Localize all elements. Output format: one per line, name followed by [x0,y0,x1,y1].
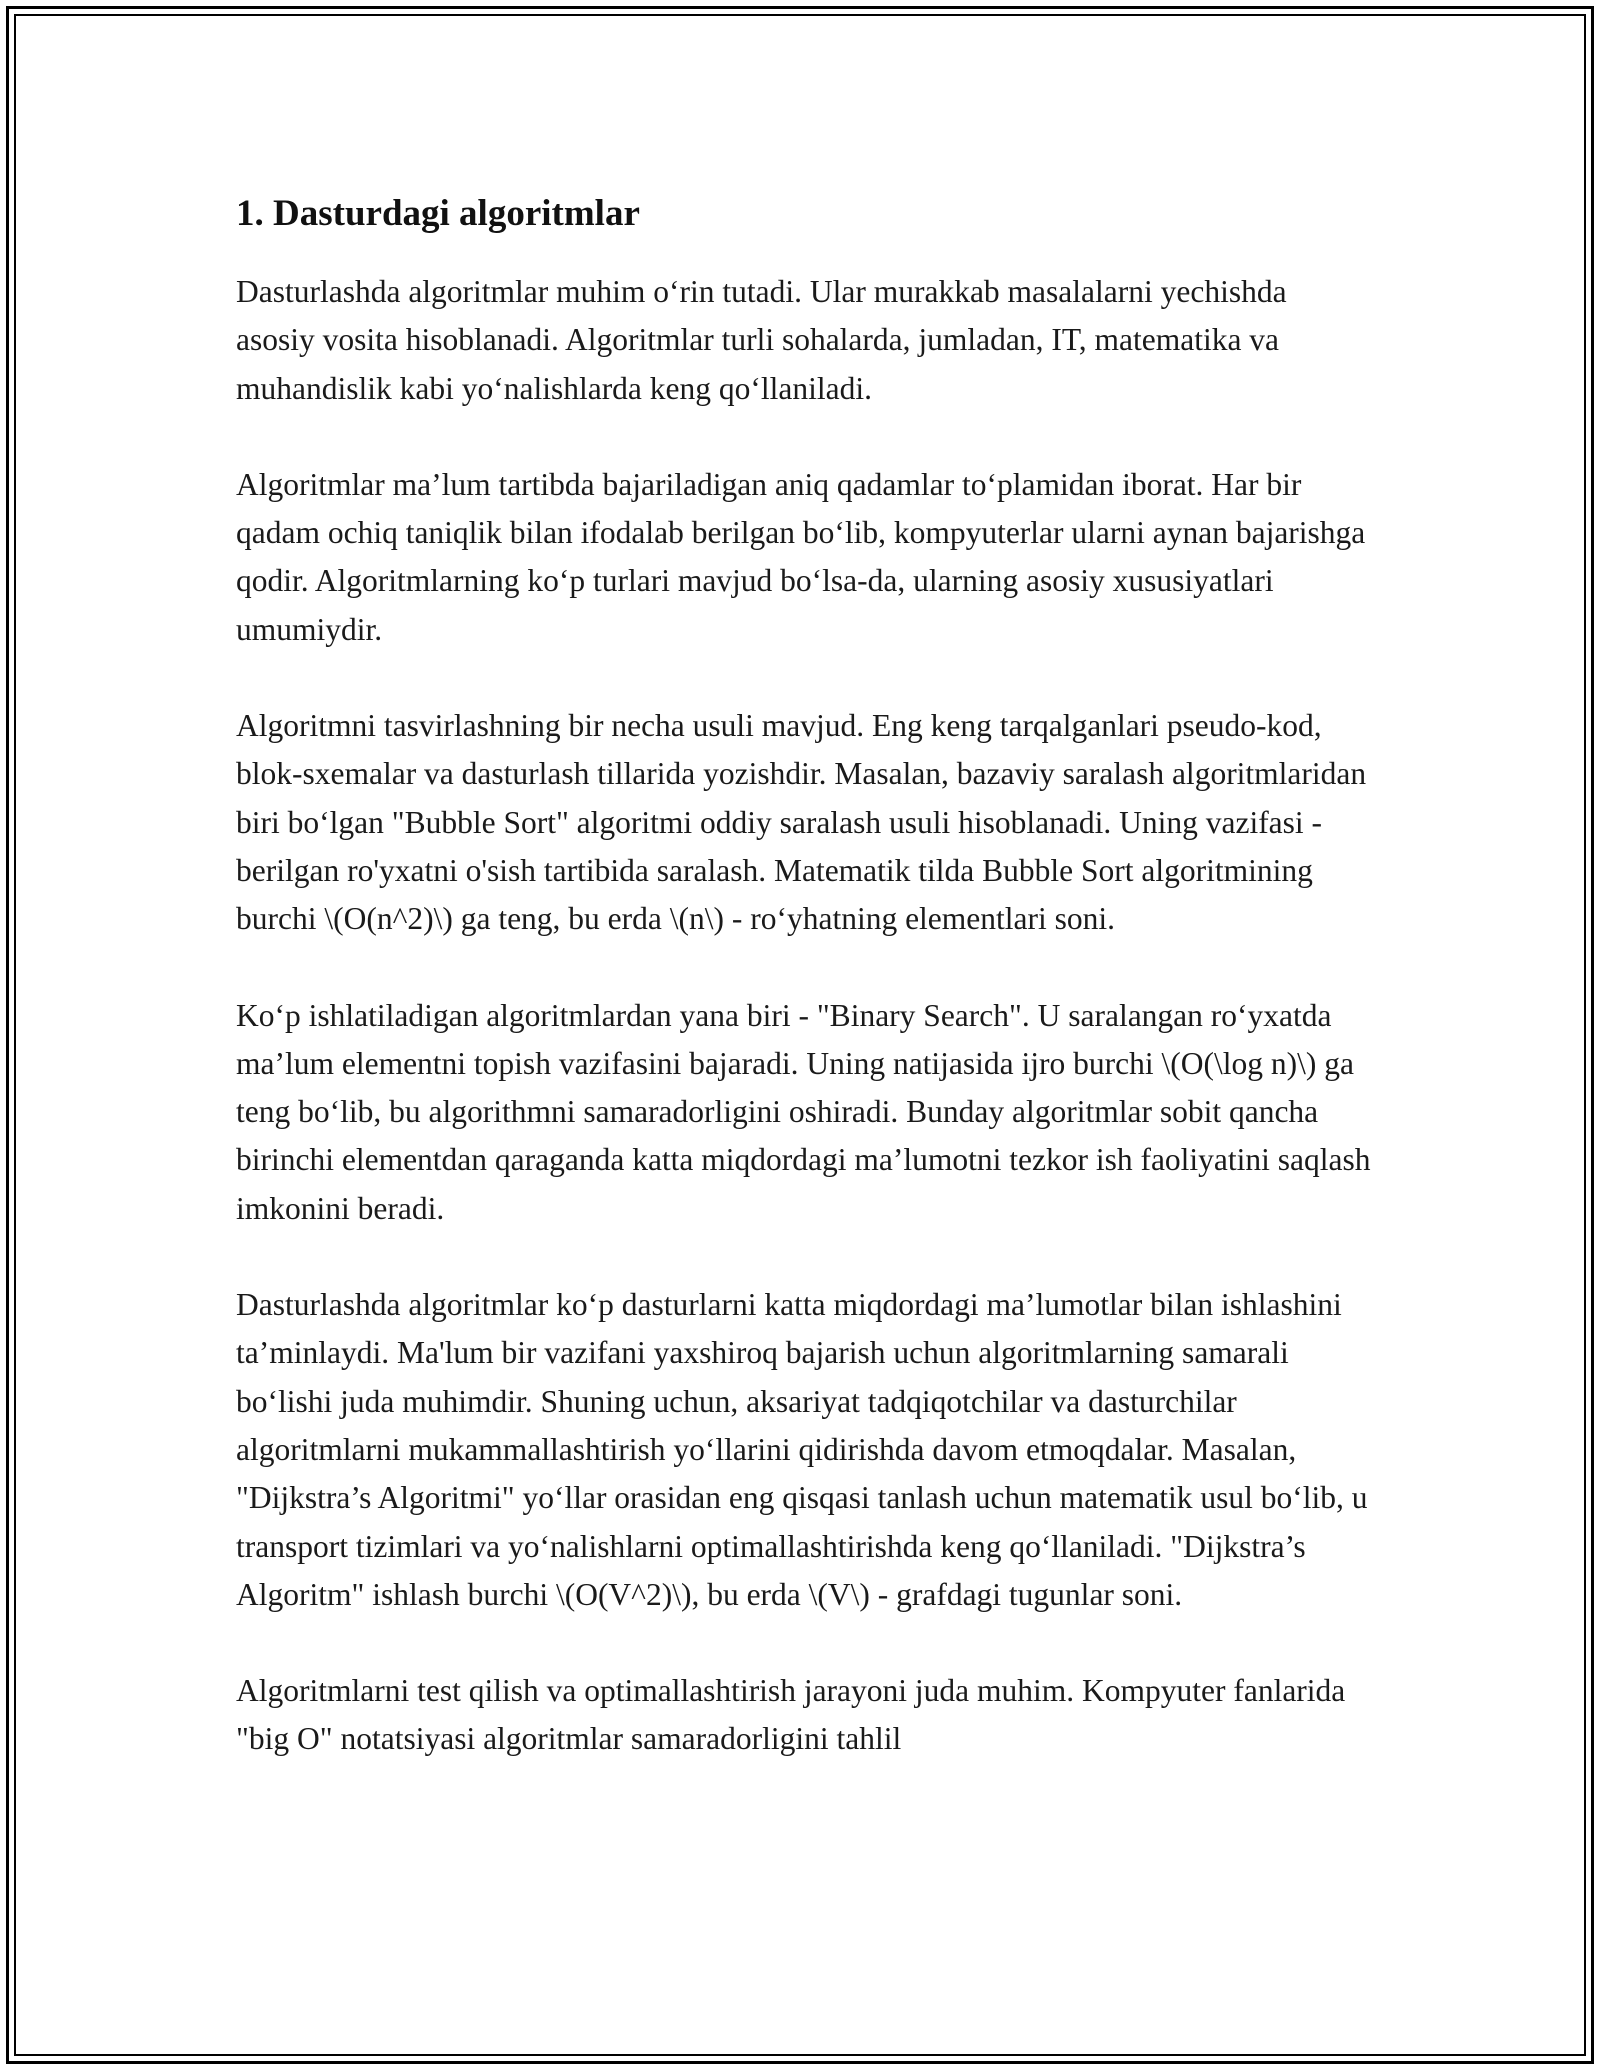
paragraph-5: Dasturlashda algoritmlar ko‘p dasturlarni katta miqdordagi ma’lumotlar bilan ishlashini ta’minlaydi. Ma'lum bir vazifani yaxshiroq bajarish uchun algoritmlarning samarali bo‘lishi juda muhimdir. Shuning uchun, aksariyat tadqiqotchilar va dasturchilar algoritmlarni mukammallashtirish yo‘llarini qidirishda davom etmoqdalar. Masalan, "Dijkstra’s Algoritmi" yo‘llar orasidan eng qisqasi tanlash uchun matematik usul bo‘lib, u transport tizimlari va yo‘nalishlarni optimallashtirishda keng qo‘llaniladi. "Dijkstra’s Algoritm" ishlash burchi \(O(V^2)\), bu erda \(V\) - grafdagi tugunlar soni. [236,1287,1368,1612]
section-heading: 1. Dasturdagi algoritmlar [236,193,640,234]
document-body [236,190,1371,1764]
paragraph-6: Algoritmlarni test qilish va optimallashtirish jarayoni juda muhim. Kompyuter fanlarida "big O" notatsiyasi algoritmlar samaradorligini tahlil [236,1673,1346,1757]
paragraph-2: Algoritmlar ma’lum tartibda bajariladigan aniq qadamlar to‘plamidan iborat. Har bir qadam ochiq taniqlik bilan ifodalab berilgan bo‘lib, kompyuterlar ularni aynan bajarishga qodir. Algoritmlarning ko‘p turlari mavjud bo‘lsa-da, ularning asosiy xususiyatlari umumiydir. [236,466,1366,647]
paragraph-4: Ko‘p ishlatiladigan algoritmlardan yana biri - "Binary Search". U saralangan ro‘yxatda ma’lum elementni topish vazifasini bajaradi. Uning natijasida ijro burchi \(O(\log n)\) ga teng bo‘lib, bu algorithmni samaradorligini oshiradi. Bunday algoritmlar sobit qancha birinchi elementdan qaraganda katta miqdordagi ma’lumotni tezkor ish faoliyatini saqlash imkonini beradi. [236,997,1371,1226]
paragraph-3: Algoritmni tasvirlashning bir necha usuli mavjud. Eng keng tarqalganlari pseudo-kod, blok-sxemalar va dasturlash tillarida yozishdir. Masalan, bazaviy saralash algoritmlaridan biri bo‘lgan "Bubble Sort" algoritmi oddiy saralash usuli hisoblanadi. Uning vazifasi - berilgan ro'yxatni o'sish tartibida saralash. Matematik tilda Bubble Sort algoritmining burchi \(O(n^2)\) ga teng, bu erda \(n\) - ro‘yhatning elementlari soni. [236,708,1367,937]
paragraph-1: Dasturlashda algoritmlar muhim o‘rin tutadi. Ular murakkab masalalarni yechishda asosiy vosita hisoblanadi. Algoritmlar turli sohalarda, jumladan, IT, matematika va muhandislik kabi yo‘nalishlarda keng qo‘llaniladi. [236,274,1287,406]
